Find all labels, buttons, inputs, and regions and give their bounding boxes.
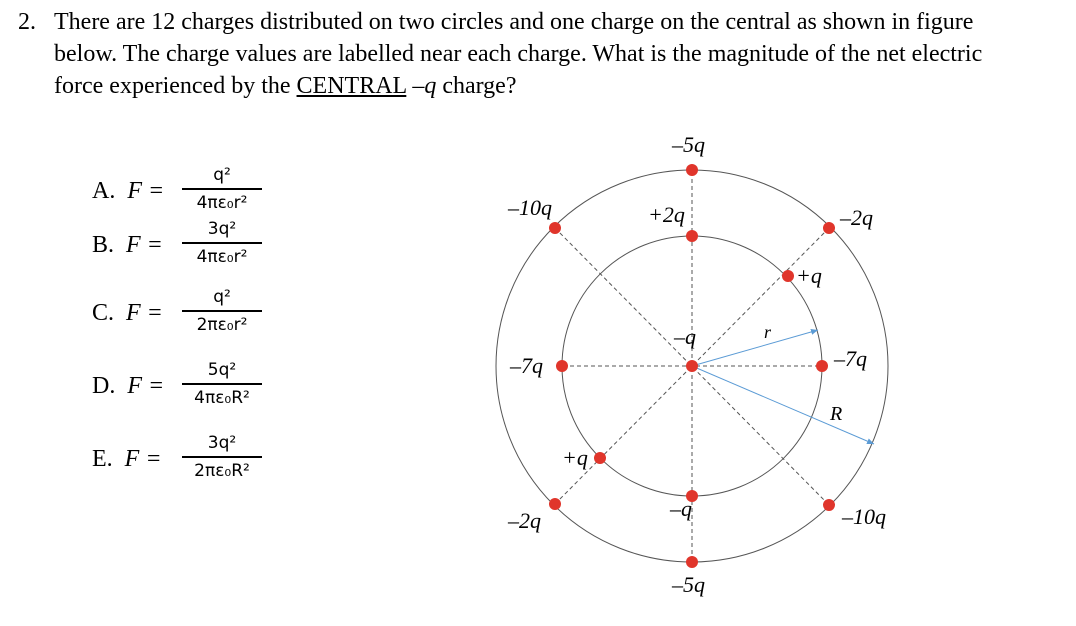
option-b-numerator: 3q² <box>207 219 237 239</box>
central-charge <box>686 360 698 372</box>
option-d-denominator: 4πε₀R² <box>194 387 250 408</box>
option-d-lhs: F = <box>127 373 165 399</box>
label-inner-lower-left: +q <box>562 445 588 470</box>
question-number: 2. <box>18 9 36 35</box>
outer-charge-upper-right <box>823 222 835 234</box>
label-inner-right: –7q <box>834 346 867 371</box>
option-e-lhs: F = <box>124 446 162 472</box>
label-outer-top: –5q <box>672 132 705 157</box>
option-a-lhs: F = <box>127 178 165 204</box>
outer-charge-top <box>686 164 698 176</box>
outer-charge-bottom <box>686 556 698 568</box>
r-label: r <box>764 322 772 342</box>
option-d-label: D. <box>92 373 116 399</box>
label-outer-upper-right: –2q <box>840 205 873 230</box>
question-underlined-word: CENTRAL <box>296 73 407 99</box>
option-a-denominator: 4πε₀r² <box>196 192 248 213</box>
option-a-numerator: q² <box>213 165 231 185</box>
label-inner-upper-right: +q <box>796 263 822 288</box>
outer-charge-upper-left <box>549 222 561 234</box>
inner-charge-right <box>816 360 828 372</box>
option-e-label: E. <box>92 446 113 472</box>
option-e-numerator: 3q² <box>207 433 237 453</box>
option-c-label: C. <box>92 300 115 326</box>
option-a-label: A. <box>92 178 116 204</box>
question-charge-symbol: –q <box>412 73 437 99</box>
inner-charge-top <box>686 230 698 242</box>
R-arrow <box>692 366 874 444</box>
R-label: R <box>830 403 843 425</box>
option-b-denominator: 4πε₀r² <box>196 246 248 267</box>
label-inner-left: –7q <box>510 353 543 378</box>
question-text-before: There are 12 charges distributed on two circles and one charge on the central as shown in figure below. The charge values are labelled near each charge. What is the magnitude of the net electric force experienced by the <box>54 9 983 99</box>
label-inner-top: +2q <box>648 202 685 227</box>
r-arrow <box>692 330 818 366</box>
inner-charge-lower-left <box>594 452 606 464</box>
outer-charge-lower-right <box>823 499 835 511</box>
label-outer-upper-left: –10q <box>508 195 552 220</box>
question-text-after: charge? <box>436 73 517 99</box>
label-outer-lower-right: –10q <box>842 504 886 529</box>
option-c-denominator: 2πε₀r² <box>196 314 248 335</box>
option-b-label: B. <box>92 232 115 258</box>
center-label: –q <box>674 324 696 349</box>
label-outer-bottom: –5q <box>672 572 705 597</box>
outer-charge-lower-left <box>549 498 561 510</box>
inner-charge-upper-right <box>782 270 794 282</box>
label-outer-lower-left: –2q <box>508 508 541 533</box>
option-b-lhs: F = <box>126 232 163 258</box>
option-e-denominator: 2πε₀R² <box>194 460 250 481</box>
option-c-numerator: q² <box>213 287 231 307</box>
option-c-lhs: F = <box>126 300 163 326</box>
label-inner-bottom: –q <box>670 496 692 521</box>
option-d-numerator: 5q² <box>207 360 237 380</box>
inner-charge-left <box>556 360 568 372</box>
